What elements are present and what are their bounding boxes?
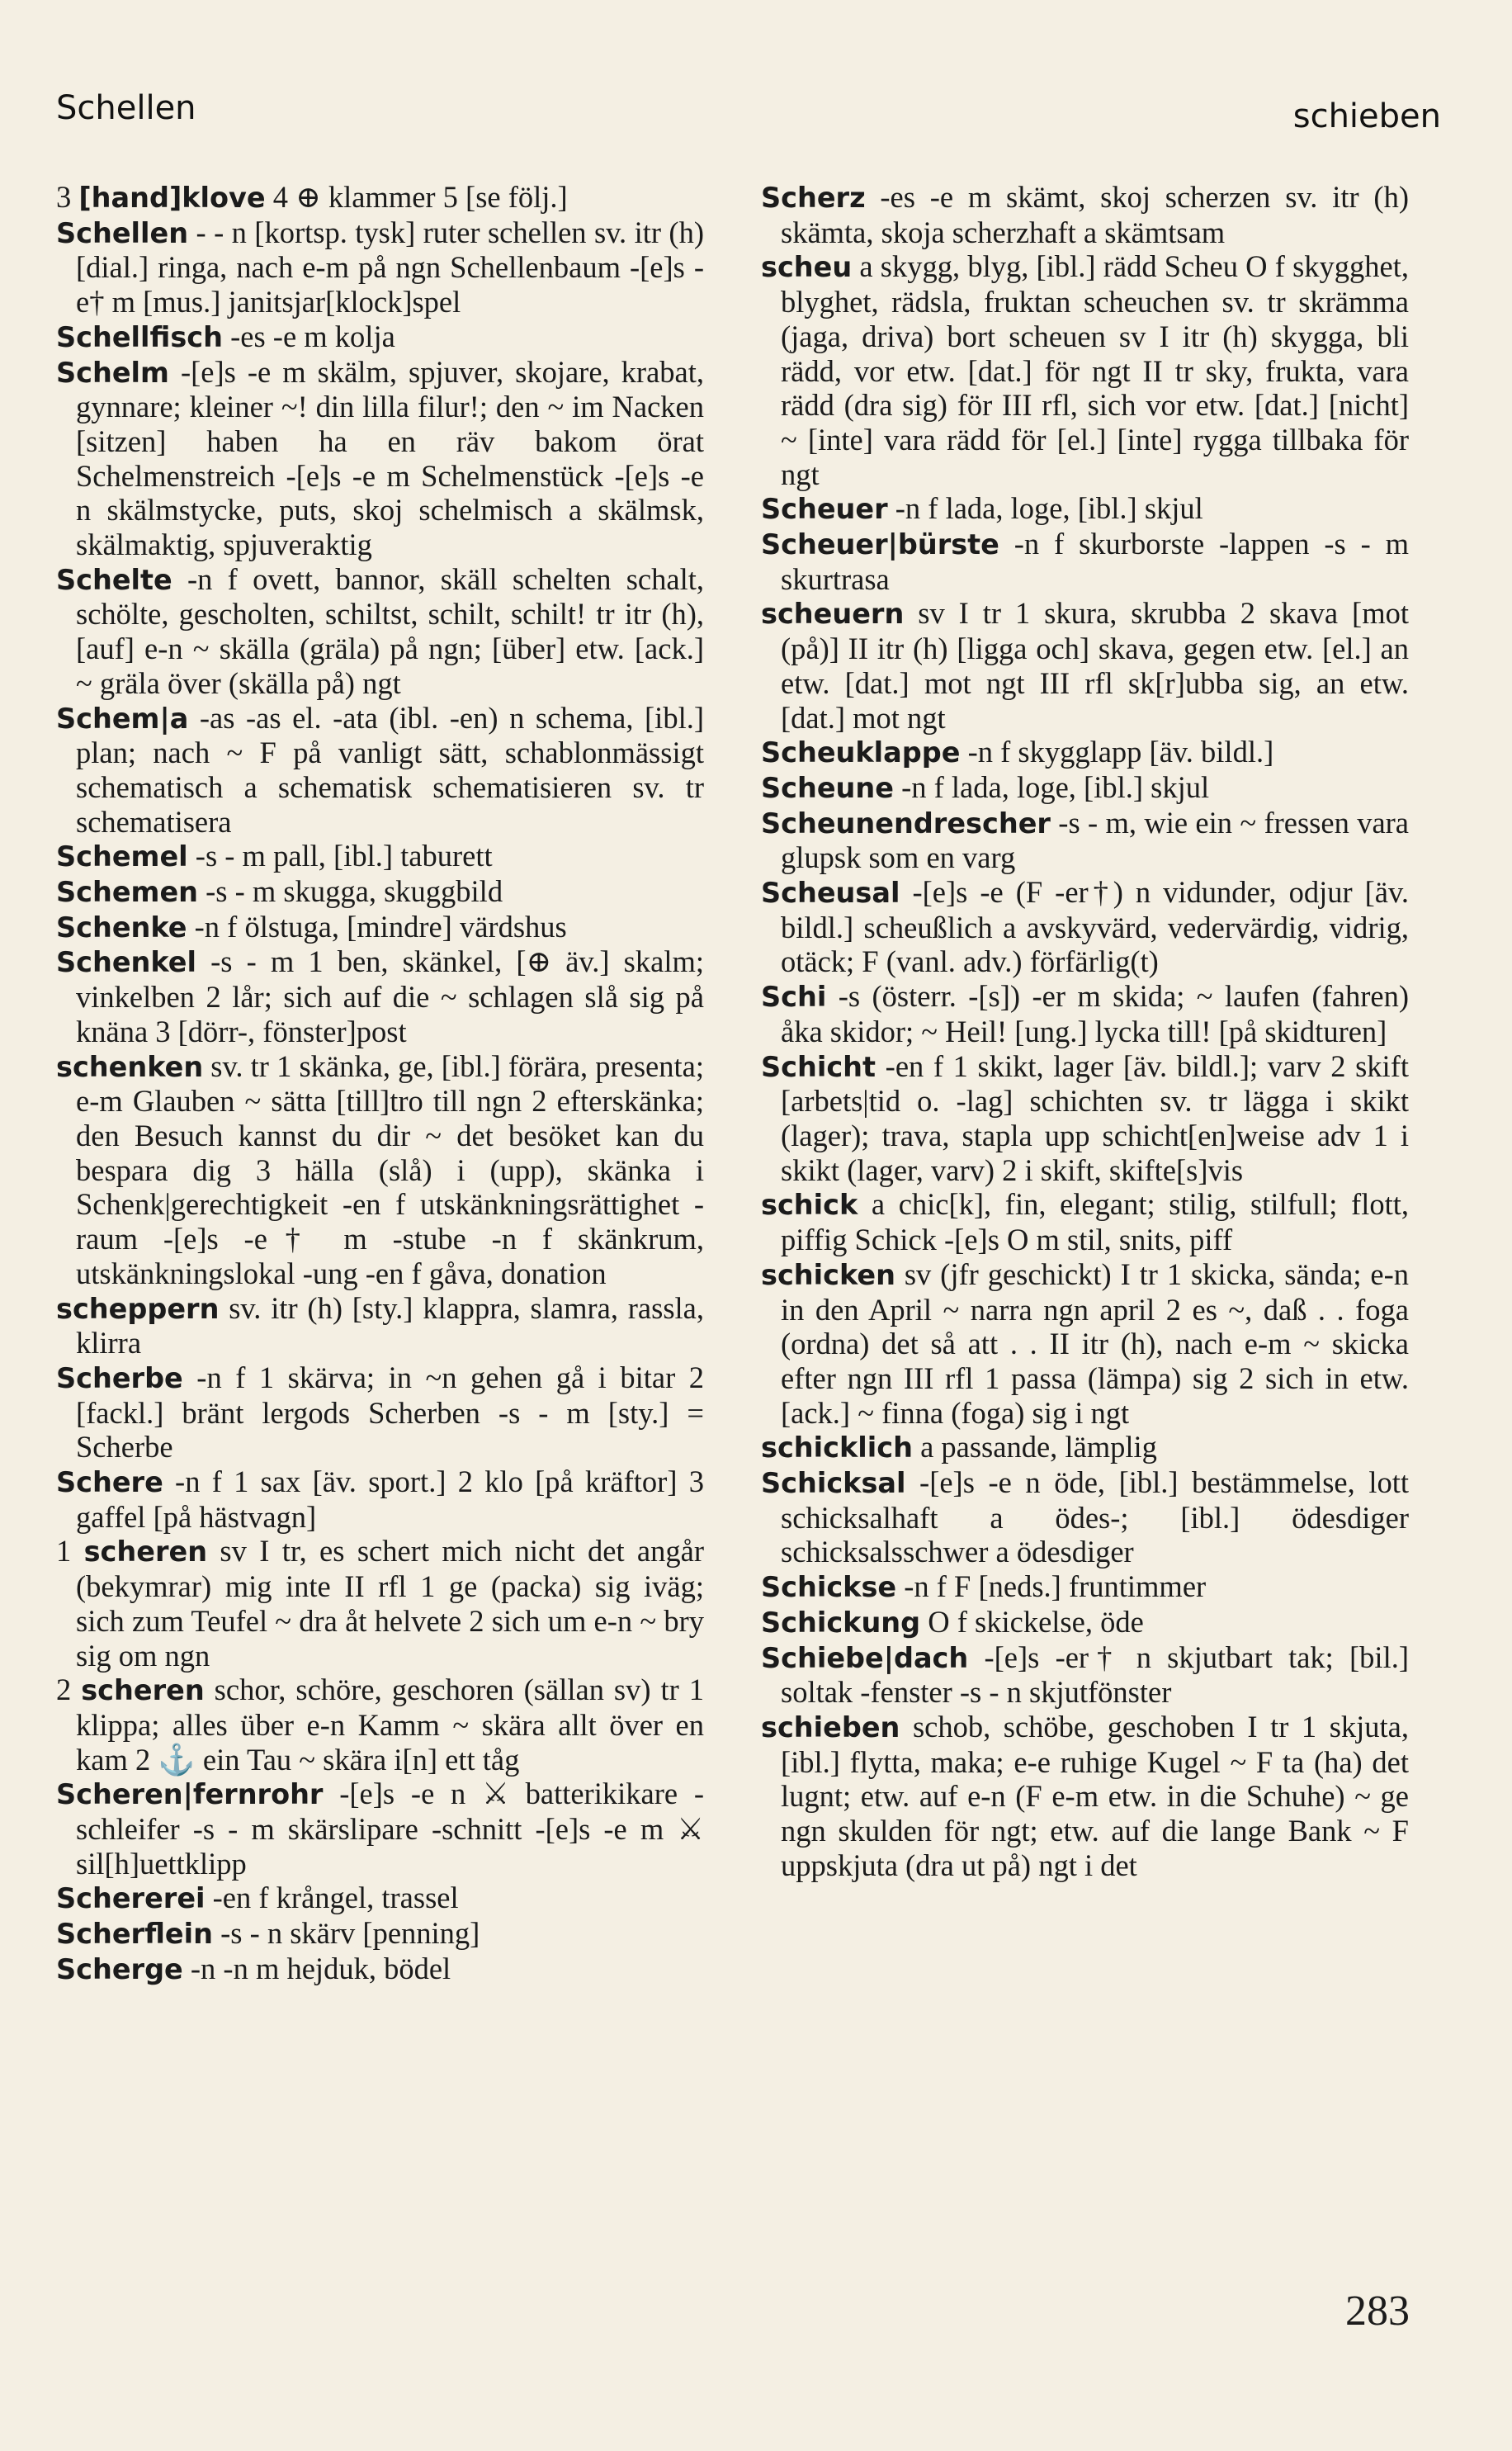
headword: Schere <box>56 1466 163 1499</box>
dictionary-entry: Scheusal -[e]s -e (F -er†) n vidunder, odjur [äv. bildl.] scheußlich a avskyvärd, vedervärdig, vidrig, otäck; F (vanl. adv.) förfärlig(t) <box>761 875 1409 979</box>
dictionary-entry: Scheune -n f lada, loge, [ibl.] skjul <box>761 769 1210 804</box>
headword: Scheune <box>761 771 894 804</box>
dictionary-entry: Schicht -en f 1 skikt, lager [äv. bildl.]; varv 2 skift [arbets|tid o. -lag] schichten sv. tr lägga i skikt (lager); trava, stapla upp schicht[en]weise adv 1 i skikt (lager, varv) 2 i skift, skifte[s]vis <box>761 1048 1409 1187</box>
dictionary-entry: 3 [hand]klove 4 ⊕ klammer 5 [se följ.] <box>56 180 568 214</box>
dictionary-entry: Scherge -n -n m hejduk, bödel <box>56 1951 451 1985</box>
running-head-left: Schellen <box>56 89 196 127</box>
right-column <box>761 180 1409 1882</box>
headword: scheppern <box>56 1292 220 1325</box>
headword: schicken <box>761 1258 895 1291</box>
headword: Schi <box>761 981 827 1014</box>
headword: Schiebe|dach <box>761 1641 969 1674</box>
headword: schick <box>761 1189 858 1222</box>
dictionary-entry: schick a chic[k], fin, elegant; stilig, stilfull; flott, piffig Schick -[e]s O m stil, snits, piff <box>761 1187 1409 1257</box>
headword: Schicksal <box>761 1467 906 1500</box>
dictionary-entry: schenken sv. tr 1 skänka, ge, [ibl.] förära, presenta; e-m Glauben ~ sätta [till]tro till ngn 2 efterskänka; den Besuch kannst du dir ~ det besöket kan du bespara dig 3 hälla (slå) i (upp), skänka i Schenk|gerechtigkeit -en f utskänkningsrättighet -raum -[e]s -e† m -stube -n f skänkrum, utskänkningslokal -ung -en f gåva, donation <box>56 1048 704 1290</box>
headword: Schenkel <box>56 946 196 979</box>
dictionary-entry: scheuern sv I tr 1 skura, skrubba 2 skava [mot (på)] II itr (h) [ligga och] skava, gegen etw. [el.] an etw. [dat.] mot ngt III rfl sk[r]ubba sig, an etw. [dat.] mot ngt <box>761 596 1409 735</box>
dictionary-entry: Schenkel -s - m 1 ben, skänkel, [⊕ äv.] skalm; vinkelben 2 lår; sich auf die ~ schlagen slå sig på knäna 3 [dörr-, fönster]post <box>56 944 704 1048</box>
dictionary-entry: Schickung O f skickelse, öde <box>761 1604 1144 1639</box>
headword: Scheuer <box>761 493 888 526</box>
dictionary-entry: Scherbe -n f 1 skärva; in ~n gehen gå i bitar 2 [fackl.] bränt lergods Scherben -s - m [sty.] = Scherbe <box>56 1360 704 1464</box>
left-column <box>56 180 704 1987</box>
headword: Schem|a <box>56 702 189 735</box>
dictionary-entry: Schellfisch -es -e m kolja <box>56 319 395 353</box>
headword: Schemel <box>56 840 188 873</box>
headword: Schellfisch <box>56 320 223 353</box>
dictionary-entry: schicken sv (jfr geschickt) I tr 1 skicka, sända; e-n in den April ~ narra ngn april 2 es ~, daß . . foga (ordna) det så att . . II itr (h), nach e-m ~ skicka efter ngn III rfl 1 passa (lämpa) sig 2 sich in etw. [ack.] ~ finna (foga) sig i ngt <box>761 1256 1409 1430</box>
running-head-right: schieben <box>1292 97 1441 135</box>
dictionary-entry: Schererei -en f krångel, trassel <box>56 1881 459 1915</box>
headword: Schenke <box>56 911 187 944</box>
dictionary-entry: 1 scheren sv I tr, es schert mich nicht det angår (bekymrar) mig inte II rfl 1 ge (packa) sig iväg; sich zum Teufel ~ dra åt helvete 2 sich um e-n ~ bry sig om ngn <box>56 1534 704 1673</box>
dictionary-entry: Scheren|fernrohr -[e]s -e n ⚔ batterikikare -schleifer -s - m skärslipare -schnitt -[e]s -e m ⚔ sil[h]uettklipp <box>56 1777 704 1881</box>
dictionary-entry: Schickse -n f F [neds.] fruntimmer <box>761 1569 1207 1604</box>
dictionary-entry: Schemel -s - m pall, [ibl.] taburett <box>56 839 493 873</box>
headword: Schellen <box>56 216 189 249</box>
page-number: 283 <box>1345 2288 1410 2335</box>
headword: Schicht <box>761 1050 876 1083</box>
headword: scheren <box>81 1674 205 1707</box>
headword: Scheuer|bürste <box>761 528 999 561</box>
headword: Scherge <box>56 1952 183 1985</box>
headword: Scherflein <box>56 1918 213 1951</box>
dictionary-entry: Schelm -[e]s -e m skälm, spjuver, skojare, krabat, gynnare; kleiner ~! din lilla filur!; den ~ im Nacken [sitzen] haben ha en räv bakom örat Schelmenstreich -[e]s -e m Schelmenstück -[e]s -e n skälmstycke, puts, skoj schelmisch a skälmsk, skälmaktig, spjuveraktig <box>56 354 704 562</box>
headword: Schickse <box>761 1571 897 1604</box>
headword: Scheusal <box>761 877 900 910</box>
dictionary-entry: Scherflein -s - n skärv [penning] <box>56 1916 480 1951</box>
dictionary-entry: Schenke -n f ölstuga, [mindre] värdshus <box>56 909 567 944</box>
dictionary-entry: Scheuer -n f lada, loge, [ibl.] skjul <box>761 491 1203 526</box>
headword: Scheunendrescher <box>761 807 1051 840</box>
headword: Scheren|fernrohr <box>56 1778 324 1811</box>
headword: Schickung <box>761 1606 921 1639</box>
headword: Scherz <box>761 182 866 214</box>
headword: scheuern <box>761 598 905 631</box>
dictionary-entry: Schi -s (österr. -[s]) -er m skida; ~ laufen (fahren) åka skidor; ~ Heil! [ung.] lycka till! [på skidturen] <box>761 979 1409 1048</box>
dictionary-entry: scheppern sv. itr (h) [sty.] klappra, slamra, rassla, klirra <box>56 1290 704 1360</box>
headword: scheu <box>761 251 853 284</box>
dictionary-entry: Schiebe|dach -[e]s -er† n skjutbart tak; [bil.] soltak -fenster -s - n skjutfönster <box>761 1640 1409 1710</box>
headword: schieben <box>761 1710 900 1744</box>
dictionary-entry: schieben schob, schöbe, geschoben I tr 1 skjuta, [ibl.] flytta, maka; e-e ruhige Kugel ~ F ta (ha) det lugnt; etw. auf e-n (F e-m etw. in die Schuhe) ~ ge ngn skulden för ngt; etw. auf die lange Bank ~ F uppskjuta (dra ut på) ngt i det <box>761 1709 1409 1882</box>
dictionary-entry: Schem|a -as -as el. -ata (ibl. -en) n schema, [ibl.] plan; nach ~ F på vanligt sätt, schablonmässigt schematisch a schematisk schematisieren sv. tr schematisera <box>56 700 704 839</box>
headword: Schelm <box>56 356 169 389</box>
dictionary-entry: Schelte -n f ovett, bannor, skäll schelten schalt, schölte, gescholten, schiltst, schilt, schilt! tr itr (h), [auf] e-n ~ skälla (gräla) på ngn; [über] etw. [ack.] ~ gräla över (skälla på) ngt <box>56 561 704 700</box>
dictionary-entry: Scheunendrescher -s - m, wie ein ~ fressen vara glupsk som en varg <box>761 805 1409 875</box>
dictionary-entry: scheu a skygg, blyg, [ibl.] rädd Scheu O f skygghet, blyghet, rädsla, fruktan scheuchen sv. tr skrämma (jaga, driva) bort scheuen sv I itr (h) skygga, bli rädd, vor etw. [dat.] för ngt II tr sky, frukta, vara rädd (dra sig) för III rfl, sich vor etw. [dat.] [nicht] ~ [inte] vara rädd för [el.] [inte] rygga tillbaka för ngt <box>761 249 1409 491</box>
dictionary-entry: Schere -n f 1 sax [äv. sport.] 2 klo [på kräftor] 3 gaffel [på hästvagn] <box>56 1464 704 1534</box>
dictionary-entry: schicklich a passande, lämplig <box>761 1430 1157 1464</box>
dictionary-entry: Scheuklappe -n f skygglapp [äv. bildl.] <box>761 735 1274 769</box>
headword: Schererei <box>56 1882 206 1915</box>
dictionary-entry: Scheuer|bürste -n f skurborste -lappen -s - m skurtrasa <box>761 527 1409 596</box>
dictionary-entry: 2 scheren schor, schöre, geschoren (sällan sv) tr 1 klippa; alles über e-n Kamm ~ skära allt över en kam 2 ⚓ ein Tau ~ skära i[n] ett tåg <box>56 1673 705 1777</box>
headword: schenken <box>56 1050 204 1083</box>
headword: schicklich <box>761 1431 913 1464</box>
headword: Schelte <box>56 563 172 596</box>
dictionary-entry: Schemen -s - m skugga, skuggbild <box>56 874 503 909</box>
headword: Scherbe <box>56 1361 183 1394</box>
headword: Schemen <box>56 876 199 909</box>
dictionary-entry: Schellen - - n [kortsp. tysk] ruter schellen sv. itr (h) [dial.] ringa, nach e-m på ngn Schellenbaum -[e]s -e† m [mus.] janitsjar[klock]spel <box>56 215 704 319</box>
headword: [hand]klove <box>78 182 266 214</box>
headword: scheren <box>83 1535 208 1569</box>
headword: Scheuklappe <box>761 736 961 769</box>
dictionary-entry: Scherz -es -e m skämt, skoj scherzen sv. itr (h) skämta, skoja scherzhaft a skämtsam <box>761 180 1409 249</box>
dictionary-entry: Schicksal -[e]s -e n öde, [ibl.] bestämmelse, lott schicksalhaft a ödes-; [ibl.] ödesdiger schicksalsschwer a ödesdiger <box>761 1465 1409 1569</box>
